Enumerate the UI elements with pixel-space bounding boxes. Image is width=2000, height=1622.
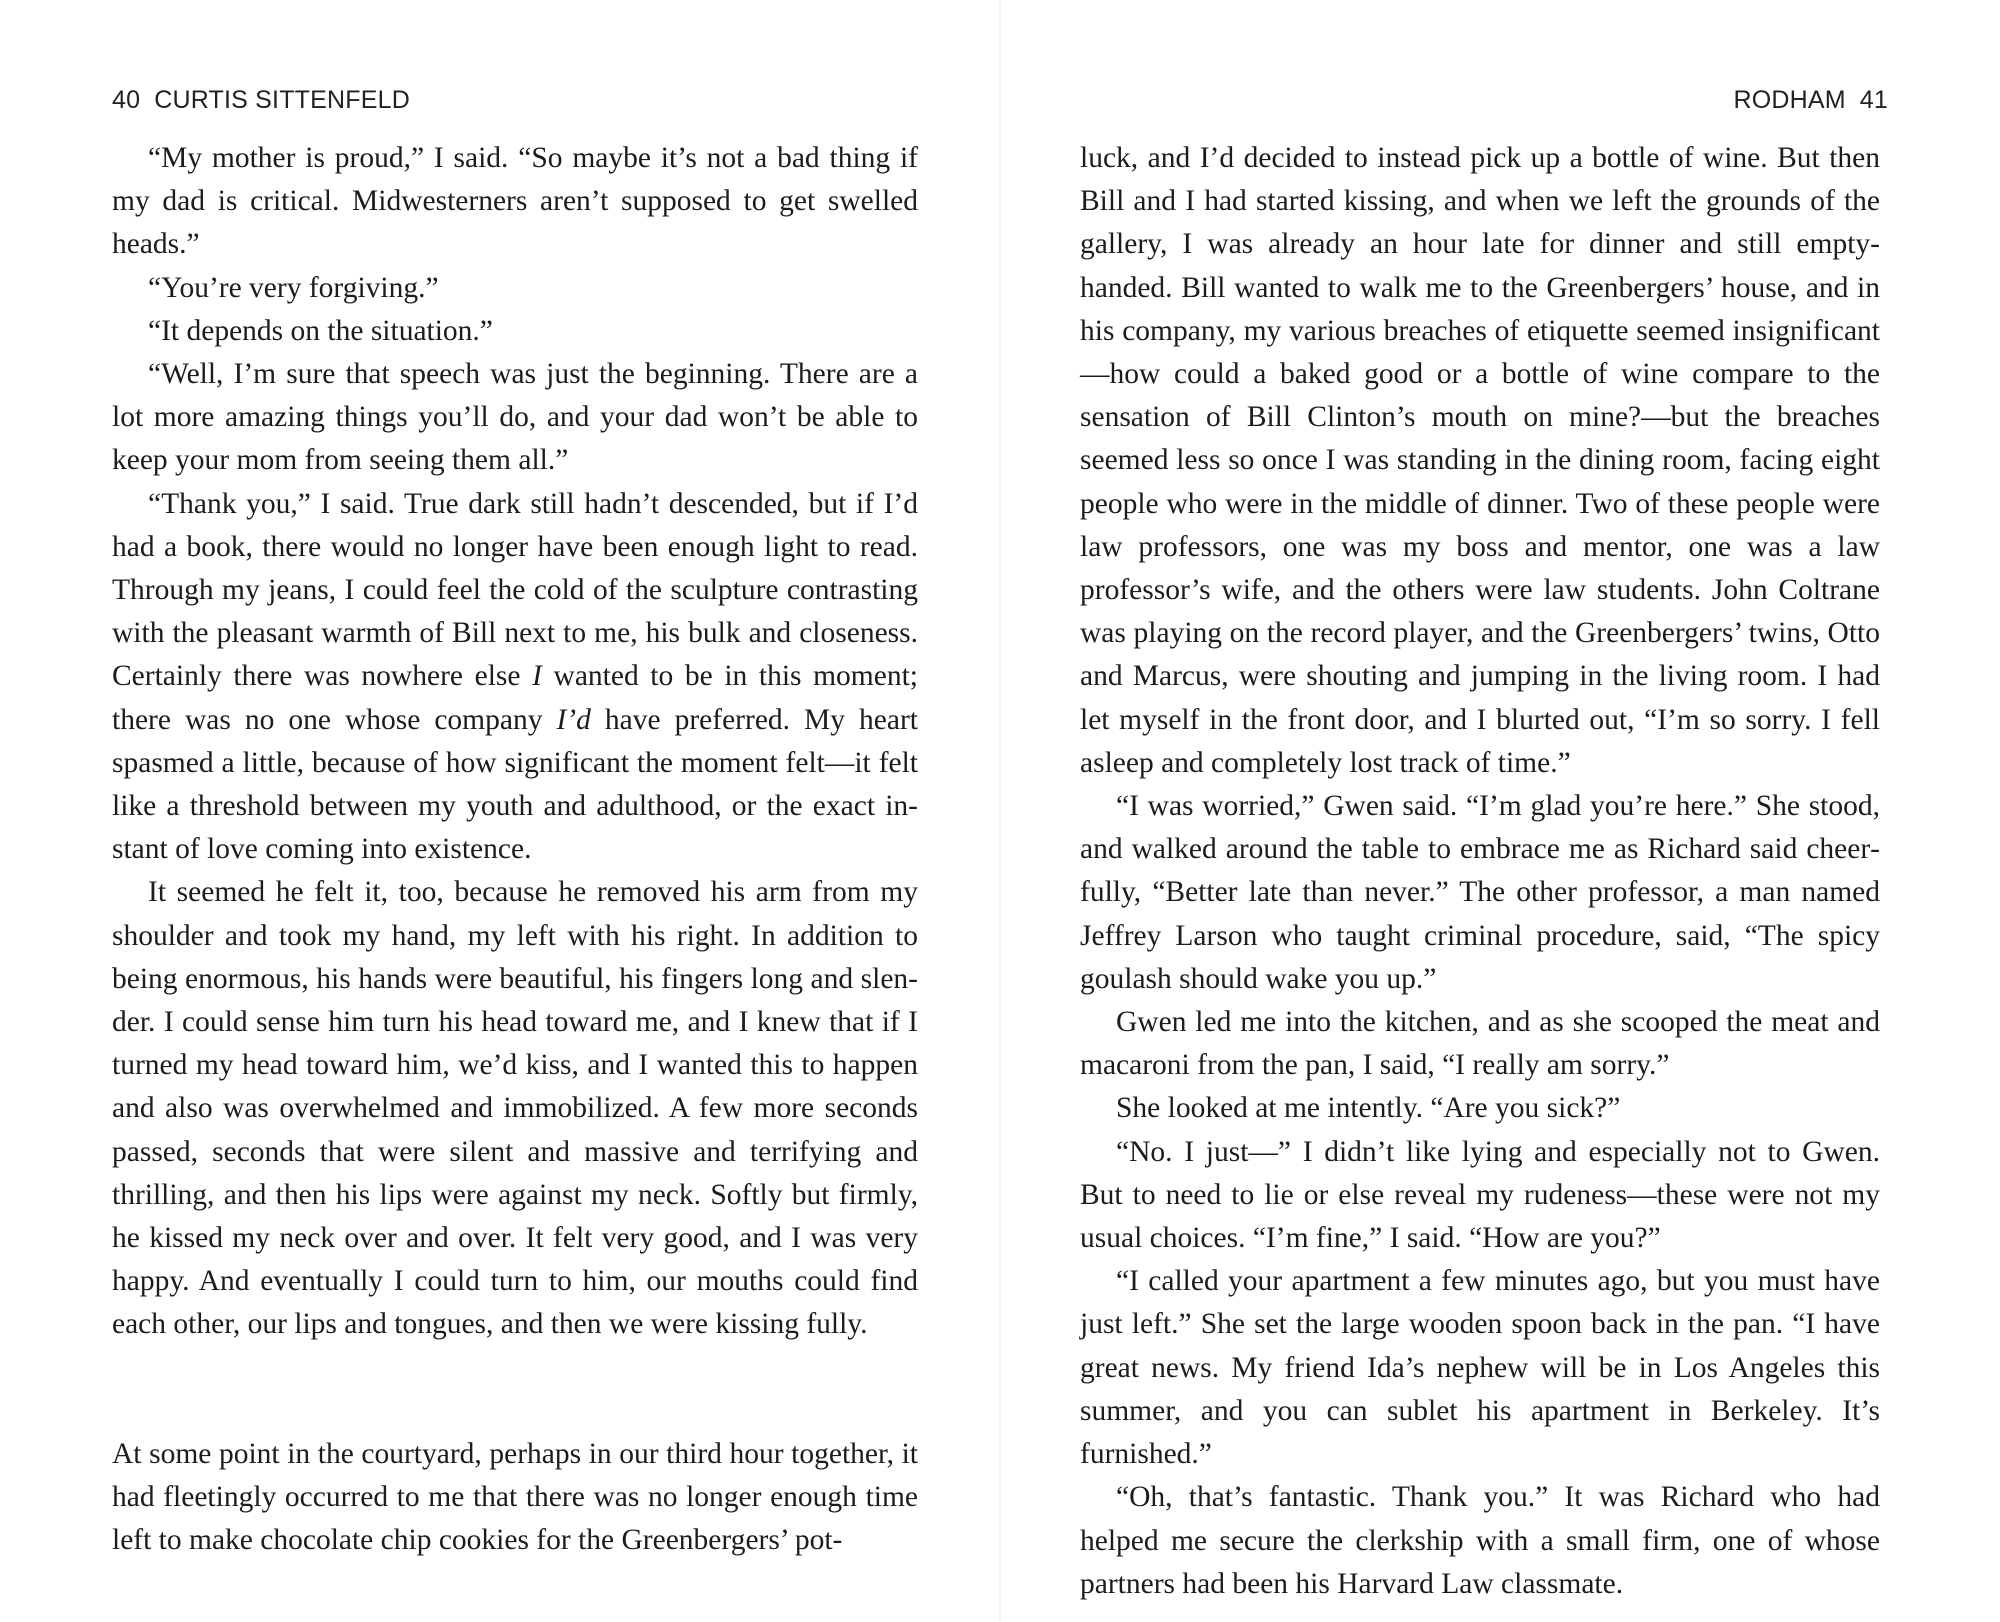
paragraph [112, 483, 918, 872]
italic-emphasis: I [532, 660, 542, 693]
paragraph: It seemed he felt it, too, because he removed his arm from my shoulder and took my hand, my left with his right. In addition to being enormous, his hands were beautiful, his fingers long and slender. I could sense him turn his head toward me, and I knew that if I turned my head toward him, we’d kiss, and I wanted this to happen and also was overwhelmed and immobilized. A few more seconds passed, seconds that were silent and massive and terrifying and thrilling, and then his lips were against my neck. Softly but firmly, he kissed my neck over and over. It felt very good, and I was very happy. And eventually I could turn to him, our mouths could find each other, our lips and tongues, and then we were kissing fully. [112, 876, 918, 1341]
paragraph: “Oh, that’s fantastic. Thank you.” It was Richard who had helped me secure the clerkship with a small firm, one of whose partners had been his Harvard Law classmate. [1080, 1481, 1880, 1600]
book-title: RODHAM [1733, 86, 1846, 114]
paragraph-text: “Thank you,” I said. True dark still hadn’t descended, but if I’d had a book, there would no longer have been enough light to read. Through my jeans, I could feel the cold of the sculpture contrasting with the pleasant warmth of Bill next to me, his bulk and closeness. Certainly there was nowhere else [112, 487, 918, 693]
left-page-text [112, 137, 918, 1562]
paragraph: Gwen led me into the kitchen, and as she scooped the meat and macaroni from the pan, I said, “I really am sorry.” [1080, 1006, 1880, 1082]
paragraph: “Well, I’m sure that speech was just the beginning. There are a lot more amazing things you’ll do, and your dad won’t be able to keep your mom from seeing them all.” [112, 358, 918, 477]
paragraph: “You’re very forgiving.” [148, 271, 439, 304]
left-running-head [112, 86, 410, 115]
paragraph-text: wanted to be in this moment; there was no one whose company [112, 660, 918, 736]
right-page-text [1080, 137, 1880, 1606]
right-page [1000, 0, 2000, 1622]
right-running-head [1733, 86, 1888, 115]
paragraph: “My mother is proud,” I said. “So maybe it’s not a bad thing if my dad is critical. Midwesterners aren’t supposed to get swelled heads.” [112, 142, 918, 261]
paragraph: “I called your apartment a few minutes ago, but you must have just left.” She set the large wooden spoon back in the pan. “I have great news. My friend Ida’s nephew will be in Los Angeles this summer, and you can sublet his apartment in Berkeley. It’s furnished.” [1080, 1265, 1880, 1471]
italic-emphasis: I’d [556, 703, 591, 736]
section-opening-paragraph: At some point in the courtyard, perhaps in our third hour together, it had fleetingly occurred to me that there was no longer enough time left to make chocolate chip cookies for the Greenbergers’ pot- [112, 1437, 918, 1557]
paragraph: “No. I just—” I didn’t like lying and especially not to Gwen. But to need to lie or else reveal my rudeness—these were not my usual choices. “I’m fine,” I said. “How are you?” [1080, 1135, 1880, 1255]
left-page-number: 40 [112, 86, 141, 114]
section-break [112, 1347, 918, 1433]
continued-paragraph: luck, and I’d decided to instead pick up a bottle of wine. But then Bill and I had started kissing, and when we left the grounds of the gallery, I was already an hour late for dinner and still empty-handed. Bill wanted to walk me to the Greenbergers’ house, and in his company, my various breaches of etiquette seemed insignificant—how could a baked good or a bottle of wine compare to the sensation of Bill Clinton’s mouth on mine?—but the breaches seemed less so once I was standing in the dining room, facing eight people who were in the middle of dinner. Two of these people were law professors, one was my boss and mentor, one was a law professor’s wife, and the others were law students. John Coltrane was playing on the record player, and the Greenbergers’ twins, Otto and Marcus, were shouting and jumping in the living room. I had let myself in the front door, and I blurted out, “I’m so sorry. I fell asleep and completely lost track of time.” [1080, 142, 1880, 779]
paragraph-text: have preferred. My heart spasmed a little, because of how significant the moment felt—it felt like a threshold between my youth and adulthood, or the exact instant of love coming into existence. [112, 703, 918, 866]
right-page-number: 41 [1859, 86, 1888, 114]
paragraph: “I was worried,” Gwen said. “I’m glad you’re here.” She stood, and walked around the table to embrace me as Richard said cheerfully, “Better late than never.” The other professor, a man named Jeffrey Larson who taught criminal procedure, said, “The spicy goulash should wake you up.” [1080, 790, 1880, 995]
author-name: CURTIS SITTENFELD [154, 86, 410, 114]
paragraph: “It depends on the situation.” [148, 314, 493, 347]
paragraph: She looked at me intently. “Are you sick?” [1116, 1092, 1621, 1125]
